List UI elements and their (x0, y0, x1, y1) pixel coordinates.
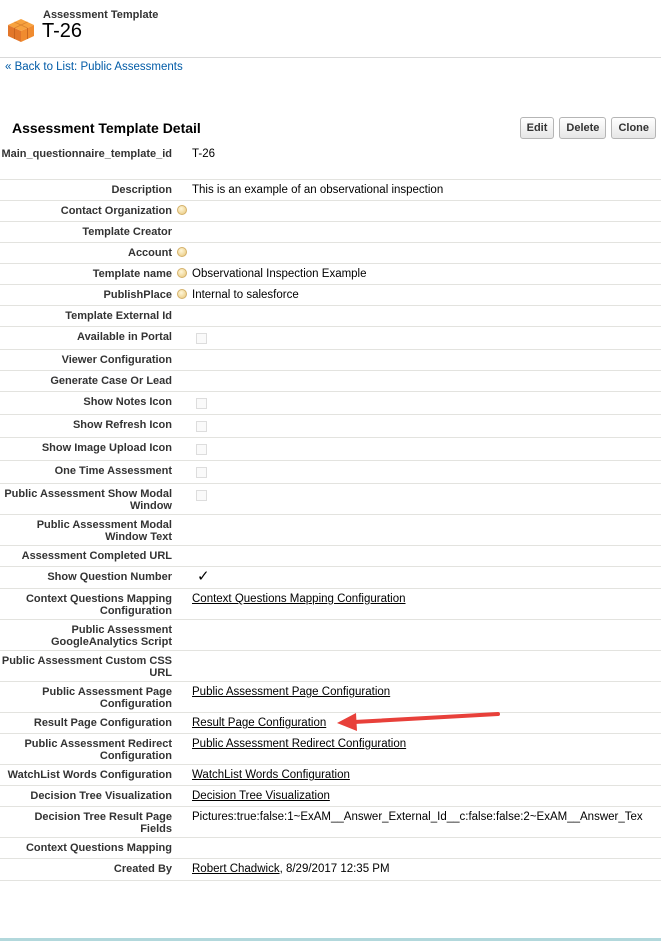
field-label: Context Questions Mapping Configuration (25, 593, 172, 617)
field-label: Show Refresh Icon (72, 419, 172, 431)
field-label: Template External Id (65, 310, 172, 322)
field-value: Observational Inspection Example (192, 268, 367, 280)
field-row-watchlist (0, 765, 661, 786)
field-label: PublishPlace (103, 289, 172, 301)
field-label: Show Image Upload Icon (41, 442, 172, 454)
delete-button[interactable]: Delete (559, 117, 606, 139)
field-label: Decision Tree Result Page Fields (34, 811, 172, 835)
detail-section-title: Assessment Template Detail (12, 120, 201, 136)
field-label: One Time Assessment (54, 465, 172, 477)
field-value: T-26 (192, 148, 216, 160)
field-row-description (0, 180, 661, 201)
field-row-ga-script (0, 620, 661, 651)
field-value: This is an example of an observational inspection (192, 184, 444, 196)
field-row-decision-viz (0, 786, 661, 807)
checkmark-icon: ✓ (197, 568, 210, 585)
decision-tree-viz-link[interactable]: Decision Tree Visualization (192, 790, 330, 802)
detail-fields (0, 144, 661, 881)
field-label: Public Assessment Redirect Configuration (24, 738, 172, 762)
field-label: Available in Portal (77, 331, 172, 343)
orange-cube-icon (6, 17, 36, 43)
field-row-viewer-config (0, 350, 661, 371)
context-mapping-config-link[interactable]: Context Questions Mapping Configuration (192, 593, 406, 605)
edit-button[interactable]: Edit (520, 117, 555, 139)
field-row-show-notes (0, 392, 661, 415)
field-label: Show Notes Icon (83, 396, 172, 408)
field-row-available-portal (0, 327, 661, 350)
detail-button-bar (520, 117, 656, 139)
field-label: Main_questionnaire_template_id (1, 148, 172, 160)
back-chevron-icon: « (5, 61, 12, 73)
breadcrumb (5, 61, 183, 73)
field-row-redirect-config (0, 734, 661, 765)
field-row-decision-fields (0, 807, 661, 838)
field-row-modal-window (0, 484, 661, 515)
field-label: Assessment Completed URL (21, 550, 172, 562)
field-label: Description (111, 184, 172, 196)
footer-divider (0, 938, 661, 941)
field-value: Internal to salesforce (192, 289, 299, 301)
field-row-account (0, 243, 661, 264)
checkbox-unchecked (196, 490, 207, 501)
page-config-link[interactable]: Public Assessment Page Configuration (192, 686, 391, 698)
watchlist-config-link[interactable]: WatchList Words Configuration (192, 769, 350, 781)
field-row-template-creator (0, 222, 661, 243)
checkbox-unchecked (196, 467, 207, 478)
help-icon[interactable] (177, 289, 187, 299)
field-row-template-external-id (0, 306, 661, 327)
field-row-context-mapping-config (0, 589, 661, 620)
field-row-generate-case (0, 371, 661, 392)
page-header (0, 0, 661, 58)
help-icon[interactable] (177, 205, 187, 215)
field-label: Show Question Number (47, 571, 172, 583)
field-row-completed-url (0, 546, 661, 567)
created-date: , 8/29/2017 12:35 PM (279, 863, 390, 875)
field-row-created-by (0, 859, 661, 881)
field-row-one-time (0, 461, 661, 484)
created-by-user-link[interactable]: Robert Chadwick (192, 863, 280, 875)
field-row-page-config (0, 682, 661, 713)
field-row-show-image-upload (0, 438, 661, 461)
field-label: Public Assessment Show Modal Window (4, 488, 172, 512)
field-label: Decision Tree Visualization (30, 790, 172, 802)
field-label: Result Page Configuration (33, 717, 172, 729)
field-label: Context Questions Mapping (25, 842, 172, 854)
field-label: Viewer Configuration (61, 354, 172, 366)
field-row-custom-css (0, 651, 661, 682)
field-row-template-name (0, 264, 661, 285)
checkbox-unchecked (196, 333, 207, 344)
field-label: Account (128, 247, 172, 259)
back-to-list-link[interactable]: Back to List: Public Assessments (14, 61, 183, 73)
field-label: Template name (92, 268, 172, 280)
checkbox-unchecked (196, 421, 207, 432)
field-row-contact-org (0, 201, 661, 222)
field-label: Generate Case Or Lead (50, 375, 172, 387)
field-label: Created By (113, 863, 172, 875)
field-label: Template Creator (82, 226, 172, 238)
field-label: WatchList Words Configuration (7, 769, 172, 781)
field-label: Public Assessment Page Configuration (42, 686, 172, 710)
field-label: Contact Organization (60, 205, 172, 217)
help-icon[interactable] (177, 268, 187, 278)
checkbox-unchecked (196, 444, 207, 455)
result-page-config-link[interactable]: Result Page Configuration (192, 717, 327, 729)
redirect-config-link[interactable]: Public Assessment Redirect Configuration (192, 738, 407, 750)
field-label: Public Assessment GoogleAnalytics Script (50, 624, 172, 648)
clone-button[interactable]: Clone (611, 117, 656, 139)
field-row-modal-text (0, 515, 661, 546)
field-row-result-page (0, 713, 661, 734)
help-icon[interactable] (177, 247, 187, 257)
field-row-show-question-number (0, 567, 661, 589)
object-type-label: Assessment Template (43, 9, 159, 21)
field-label: Public Assessment Custom CSS URL (1, 655, 172, 679)
field-row-context-mapping (0, 838, 661, 859)
field-row-main-id (0, 144, 661, 180)
record-name: T-26 (42, 20, 83, 42)
field-label: Public Assessment Modal Window Text (36, 519, 172, 543)
field-value: Pictures:true:false:1~ExAM__Answer_External_Id__c:false:false:2~ExAM__Answer_Tex (192, 811, 643, 823)
checkbox-unchecked (196, 398, 207, 409)
field-row-publish-place (0, 285, 661, 306)
field-row-show-refresh (0, 415, 661, 438)
